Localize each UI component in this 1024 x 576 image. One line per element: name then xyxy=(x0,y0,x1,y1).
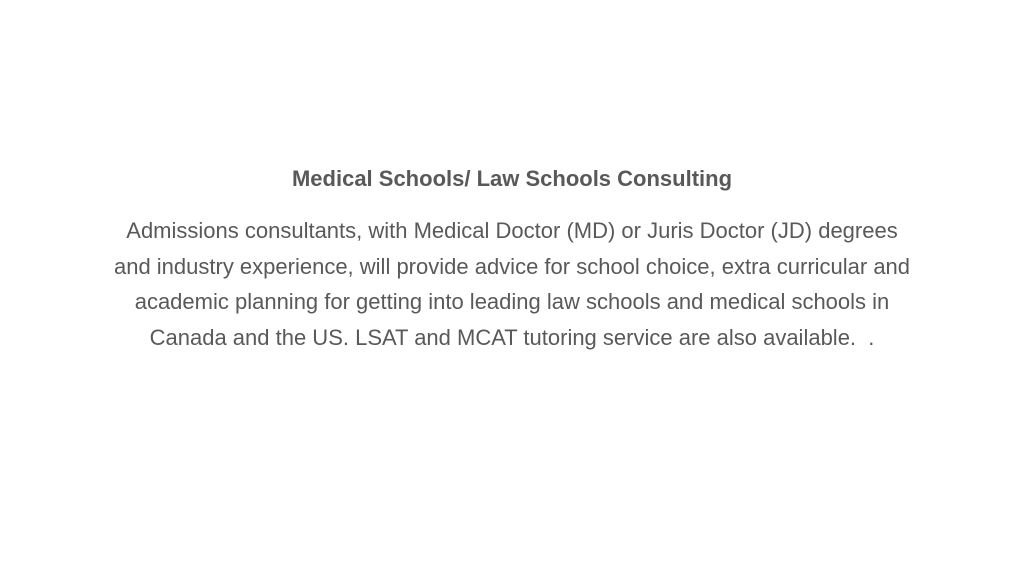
body-line-1: Admissions consultants, with Medical Doctor (MD) or Juris Doctor (JD) degrees xyxy=(126,218,898,243)
slide-heading: Medical Schools/ Law Schools Consulting xyxy=(291,166,733,191)
body-line-3: academic planning for getting into leading law schools and medical schools in xyxy=(134,289,890,314)
body-line-4: Canada and the US. LSAT and MCAT tutoring service are also available. . xyxy=(149,324,875,350)
slide-body-text xyxy=(40,213,984,355)
body-line-2: and industry experience, will provide advice for school choice, extra curricular and xyxy=(113,253,911,279)
